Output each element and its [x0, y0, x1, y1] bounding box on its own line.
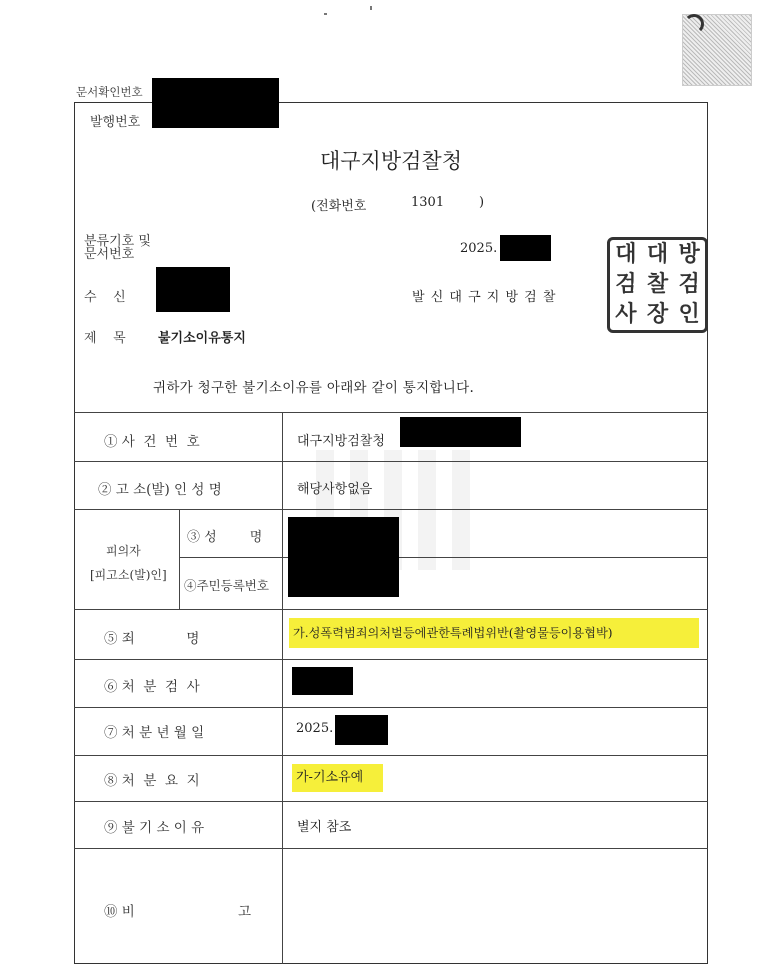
seal-char: 인	[678, 302, 700, 327]
row-line	[74, 848, 708, 849]
seal-char: 검	[615, 272, 637, 297]
redaction-issue-no	[152, 102, 279, 128]
issue-date-prefix: 2025.	[460, 241, 498, 256]
official-seal	[607, 237, 708, 333]
recipient-label: 수 신	[84, 290, 126, 305]
complainant-label: ② 고 소(발) 인 성 명	[98, 482, 222, 498]
seal-char: 장	[646, 302, 669, 327]
table-divider	[282, 412, 283, 964]
row-line	[74, 461, 708, 462]
table-top-line	[74, 412, 708, 413]
subject-label: 제 목	[84, 331, 126, 346]
issue-no-label: 발행번호	[90, 115, 141, 130]
charge-label: ⑤ 죄 명	[104, 631, 200, 647]
doc-confirm-label: 문서확인번호	[76, 85, 143, 99]
redaction-disposal-date	[335, 715, 388, 745]
redaction-prosecutor	[292, 667, 353, 695]
scan-dot	[324, 13, 327, 15]
redaction-recipient	[156, 267, 230, 312]
prosecutor-label: ⑥ 처 분 검 사	[104, 679, 200, 695]
seal-char: 대	[615, 242, 637, 267]
row-line	[74, 801, 708, 802]
suspect-label-2: [피고소(발)인]	[90, 568, 167, 582]
name-label: ③ 성 명	[187, 530, 263, 545]
resident-no-label: ④주민등록번호	[184, 578, 269, 593]
subject: 불기소이유통지	[158, 331, 246, 346]
row-line	[74, 755, 708, 756]
complainant-value: 해당사항없음	[297, 482, 373, 497]
row-line	[74, 659, 708, 660]
row-line	[179, 557, 708, 558]
scan-dot	[370, 6, 372, 10]
disposal-gist-label: ⑧ 처 분 요 지	[104, 773, 200, 789]
redaction-suspect	[288, 517, 399, 597]
row-line	[74, 509, 708, 510]
seal-char: 검	[678, 272, 700, 297]
reason-label: ⑨ 불 기 소 이 유	[104, 820, 205, 836]
phone-prefix: (전화번호	[311, 199, 367, 214]
redaction-doc-confirm	[152, 78, 279, 102]
seal-char: 찰	[646, 272, 669, 297]
charge-value: 가.성폭력범죄의처벌등에관한특례법위반(촬영물등이용협박)	[289, 618, 699, 648]
redaction-issue-date	[500, 235, 551, 261]
watermark	[452, 450, 470, 570]
disposal-date-value: 2025.	[296, 721, 334, 736]
office-title: 대구지방검찰청	[319, 149, 462, 173]
redaction-case-no	[400, 417, 521, 447]
case-no-label: ① 사 건 번 호	[104, 434, 200, 450]
sender: 발 신 대 구 지 방 검 찰	[412, 290, 557, 305]
phone-suffix: )	[479, 195, 485, 210]
seal-char: 사	[615, 302, 637, 327]
row-line	[74, 707, 708, 708]
suspect-label-1: 피의자	[106, 544, 141, 558]
barcode-mark	[684, 14, 704, 34]
row-line	[74, 609, 708, 610]
classification-label-1: 분류기호 및	[84, 234, 151, 249]
watermark	[418, 450, 436, 570]
disposal-date-label: ⑦ 처 분 년 월 일	[104, 725, 205, 741]
suspect-divider	[179, 509, 180, 609]
reason-value: 별지 참조	[297, 820, 352, 835]
seal-char: 방	[678, 242, 700, 267]
classification-label-2: 문서번호	[84, 247, 135, 262]
intro-text: 귀하가 청구한 불기소이유를 아래와 같이 통지합니다.	[153, 380, 475, 396]
phone-number: 1301	[411, 195, 445, 210]
case-no-value: 대구지방검찰청	[297, 434, 385, 449]
seal-char: 대	[646, 242, 669, 267]
disposal-gist-value: 가-기소유예	[292, 764, 383, 792]
remarks-label-left: ⑩ 비	[104, 904, 135, 920]
remarks-label-right: 고	[238, 904, 252, 920]
